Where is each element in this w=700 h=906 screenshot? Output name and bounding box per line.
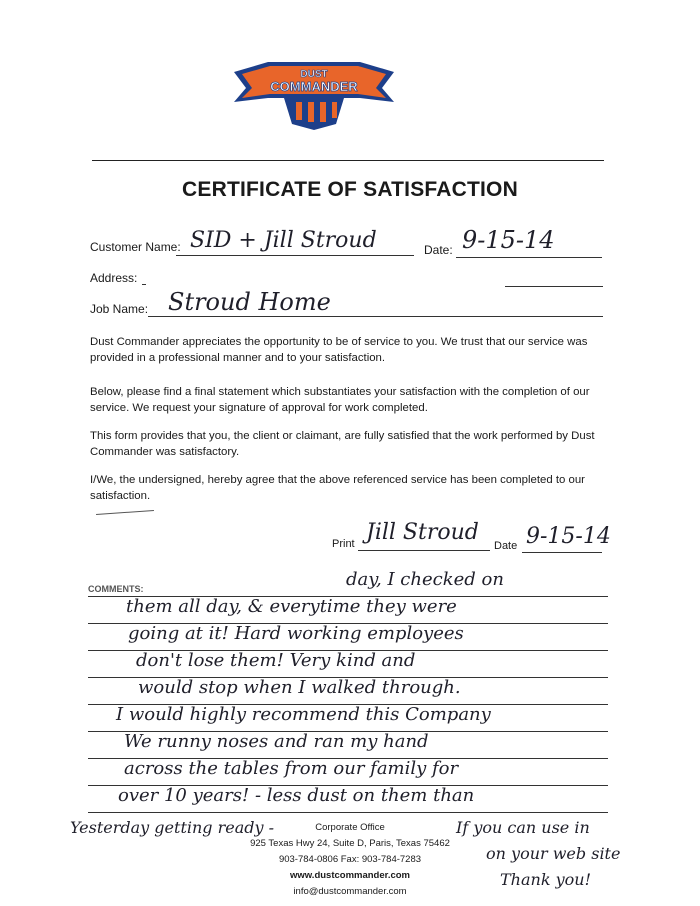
comment-rule [88,812,608,813]
comment-line: day, I checked on [346,569,504,590]
comment-line: I would highly recommend this Company [116,704,491,725]
paragraph-statement: Below, please find a final statement which substantiates your satisfaction with the completion of our service. We request your signature of approval for work completed. [90,386,590,414]
job-name-value: Stroud Home [168,288,331,316]
comment-line: We runny noses and ran my hand [124,731,429,752]
comment-line: would stop when I walked through. [138,677,461,698]
job-name-line [148,316,603,317]
date-value: 9-15-14 [462,226,555,254]
paragraph-form: This form provides that you, the client or claimant, are fully satisfied that the work performed by Dust Commander was satisfactory. [90,430,595,458]
date-line [456,257,602,258]
comments-label: COMMENTS: [88,584,144,594]
logo-line2: COMMANDER [270,79,358,94]
comment-line: across the tables from our family for [124,758,459,779]
comment-line: Thank you! [500,870,592,889]
footer-website: www.dustcommander.com [289,870,410,881]
address-label: Address: [90,271,138,285]
dust-commander-logo [232,62,396,132]
footer-office: Corporate Office [315,822,385,833]
print-value: Jill Stroud [366,520,479,545]
comment-line: Yesterday getting ready - [70,818,275,837]
signature-date-label: Date [494,540,518,552]
customer-name-value: SID + Jill Stroud [190,228,377,253]
paragraph-appreciation: Dust Commander appreciates the opportunity to be of service to you. We trust that our service was provided in a professional manner and to your satisfaction. [90,336,588,364]
signature-date-value: 9-15-14 [526,524,611,549]
header-rule [92,160,604,161]
address-line-right [505,286,603,287]
footer-email: info@dustcommander.com [293,886,407,897]
comment-line: them all day, & everytime they were [126,596,457,617]
comment-line: If you can use in [456,818,590,837]
customer-name-line [176,255,414,256]
comment-line: don't lose them! Very kind and [136,650,416,671]
comment-line: on your web site [486,844,621,863]
logo-line1: DUST [300,69,328,80]
job-name-label: Job Name: [90,302,149,316]
print-line [358,550,490,551]
comment-line: going at it! Hard working employees [128,623,464,644]
signature-date-line [522,552,602,553]
signature-mark [96,510,154,515]
comment-line: over 10 years! - less dust on them than [118,785,475,806]
page-title: CERTIFICATE OF SATISFACTION [182,178,518,201]
footer-address: 925 Texas Hwy 24, Suite D, Paris, Texas 75462 [250,838,450,849]
date-label: Date: [424,243,453,257]
address-line [142,284,146,285]
print-label: Print [332,538,355,550]
footer-phone: 903-784-0806 Fax: 903-784-7283 [278,854,422,865]
customer-name-label: Customer Name: [90,240,181,254]
paragraph-agreement: I/We, the undersigned, hereby agree that the above referenced service has been completed to our satisfaction. [90,474,585,502]
